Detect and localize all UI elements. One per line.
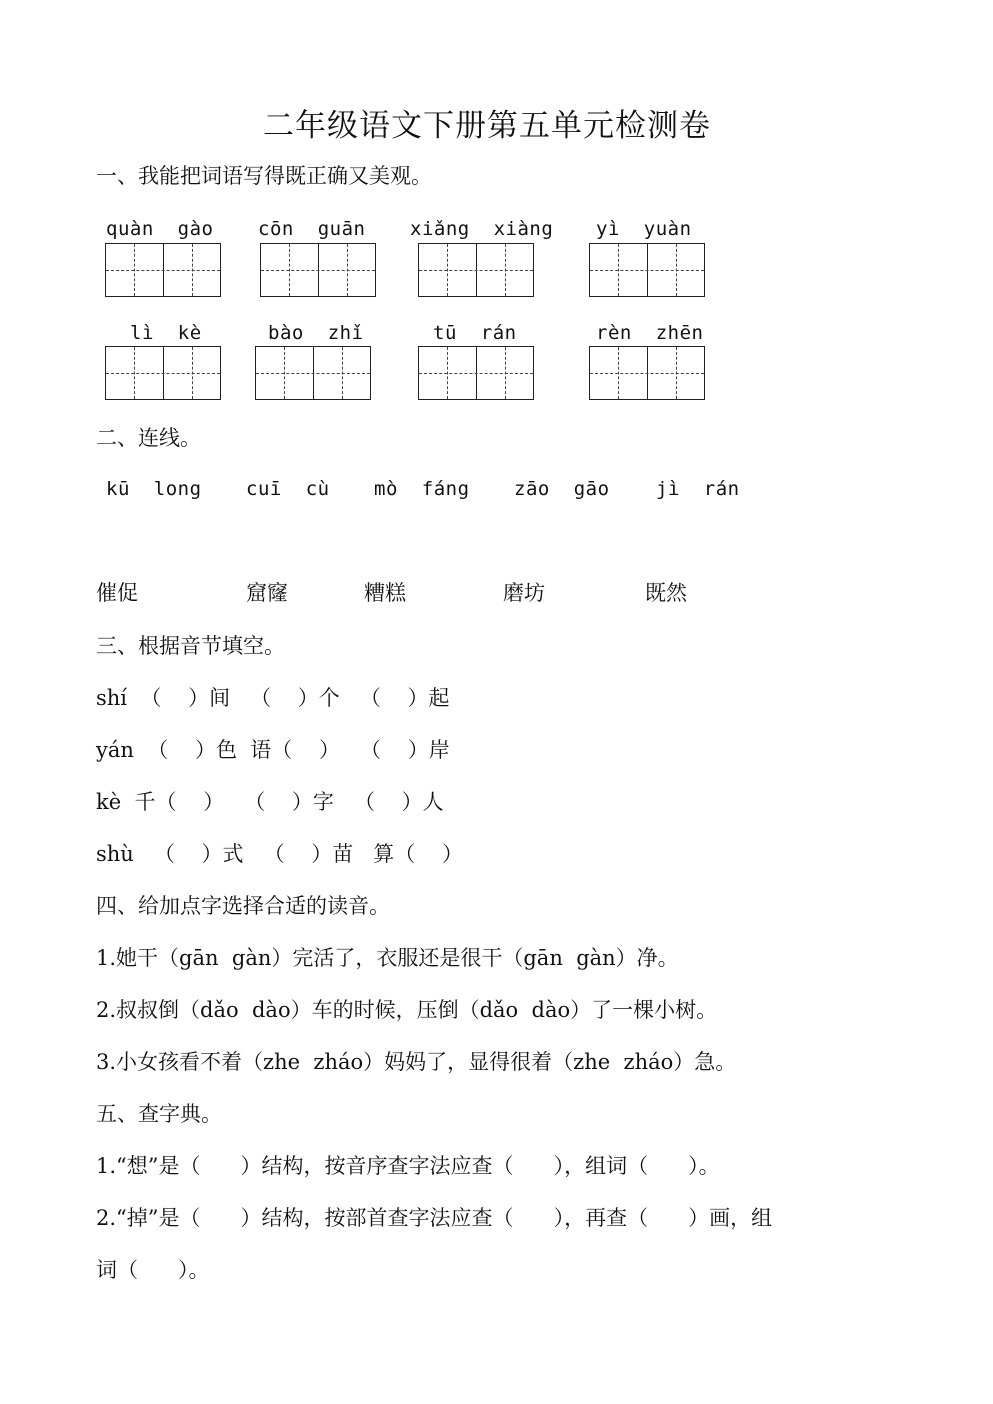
fill-line: shí （ ）间 （ ）个 （ ）起 — [96, 686, 450, 710]
match-pinyin: mò fáng — [374, 478, 470, 500]
writing-grid[interactable] — [418, 243, 534, 297]
pinyin-6: bào zhǐ — [268, 322, 364, 344]
section-5-heading: 五、查字典。 — [96, 1102, 222, 1126]
question-line: 1.“想”是（ ）结构，按音序查字法应查（ ），组词（ ）。 — [96, 1154, 720, 1178]
pinyin-4: yì yuàn — [596, 218, 692, 240]
writing-grid[interactable] — [255, 346, 371, 400]
question-line: 1.她干（gān gàn）完活了，衣服还是很干（gān gàn）净。 — [96, 946, 679, 970]
pinyin-1: quàn gào — [106, 218, 214, 240]
writing-grid[interactable] — [418, 346, 534, 400]
section-3-heading: 三、根据音节填空。 — [96, 634, 285, 658]
writing-grid[interactable] — [589, 346, 705, 400]
match-pinyin: jì rán — [656, 478, 740, 500]
pinyin-5: lì kè — [130, 322, 202, 344]
pinyin-7: tū rán — [433, 322, 517, 344]
match-pinyin: kū long — [106, 478, 202, 500]
match-word: 糟糕 — [364, 581, 406, 605]
page-title: 二年级语文下册第五单元检测卷 — [263, 108, 711, 144]
question-line: 2.“掉”是（ ）结构，按部首查字法应查（ ），再查（ ）画，组 — [96, 1206, 773, 1230]
question-line: 3.小女孩看不着（zhe zháo）妈妈了，显得很着（zhe zháo）急。 — [96, 1050, 737, 1074]
writing-grid[interactable] — [260, 243, 376, 297]
section-4-heading: 四、给加点字选择合适的读音。 — [96, 894, 390, 918]
pinyin-2: cōn guān — [258, 218, 366, 240]
fill-line: shù （ ）式 （ ）苗 算（ ） — [96, 842, 464, 866]
fill-line: kè 千（ ） （ ）字 （ ）人 — [96, 790, 444, 814]
match-pinyin: zāo gāo — [514, 478, 610, 500]
writing-grid[interactable] — [105, 243, 221, 297]
writing-grid[interactable] — [105, 346, 221, 400]
fill-line: yán （ ）色 语（ ） （ ）岸 — [96, 738, 450, 762]
section-2-heading: 二、连线。 — [96, 426, 201, 450]
question-line: 词（ ）。 — [96, 1258, 210, 1282]
pinyin-8: rèn zhēn — [596, 322, 704, 344]
question-line: 2.叔叔倒（dǎo dào）车的时候，压倒（dǎo dào）了一棵小树。 — [96, 998, 718, 1022]
match-word: 催促 — [96, 581, 138, 605]
match-word: 既然 — [645, 581, 687, 605]
match-word: 磨坊 — [503, 581, 545, 605]
pinyin-3: xiǎng xiàng — [410, 218, 554, 240]
writing-grid[interactable] — [589, 243, 705, 297]
section-1-heading: 一、我能把词语写得既正确又美观。 — [96, 164, 432, 188]
match-word: 窟窿 — [246, 581, 288, 605]
match-pinyin: cuī cù — [246, 478, 330, 500]
